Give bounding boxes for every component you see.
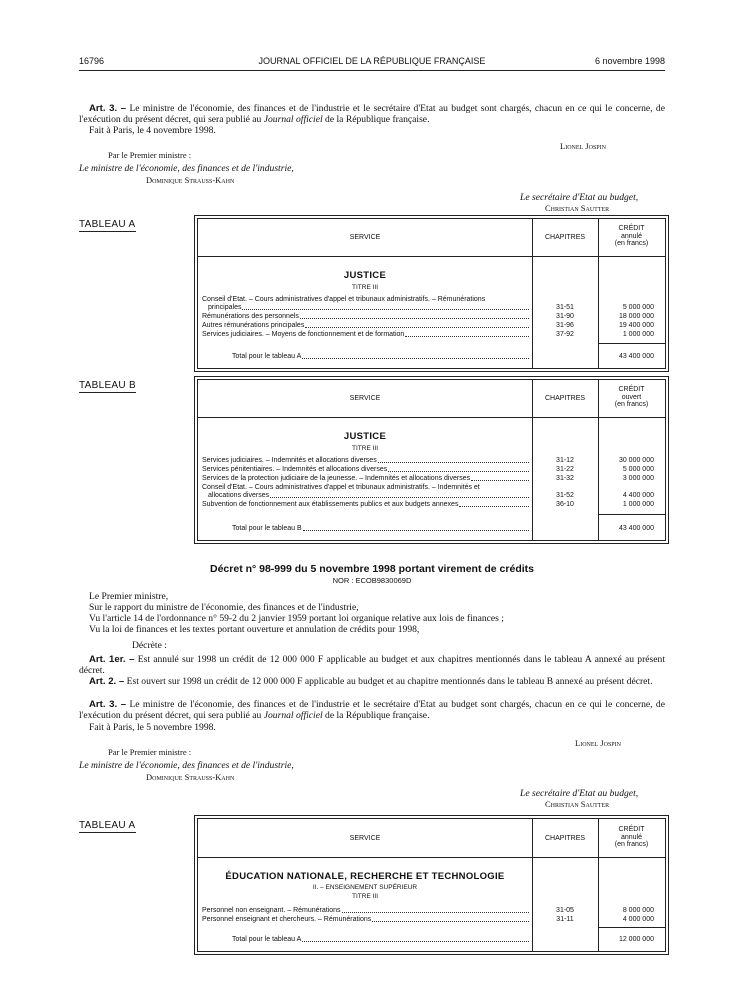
col-credit-header: CRÉDIT ouvert (en francs) [614, 386, 649, 408]
header-date: 6 novembre 1998 [594, 56, 665, 66]
decree2-by-pm: Par le Premier ministre : [108, 747, 192, 757]
ministry-heading: ÉDUCATION NATIONALE, RECHERCHE ET TECHNOLOGIE [225, 871, 505, 882]
chapter-code: 31-32 [556, 475, 574, 482]
table-row: Services pénitentiaires. – Indemnités et allocations diverses [202, 466, 530, 474]
decree2-done-at: Fait à Paris, le 5 novembre 1998. [89, 722, 216, 733]
chapter-code: 31-05 [556, 907, 574, 914]
decree1-minister-title: Le ministre de l'économie, des finances et de l'industrie, [79, 163, 294, 174]
decree1-article3: Art. 3. – Le ministre de l'économie, des finances et de l'industrie et le secrétaire d'Etat au budget sont chargés, chacun en ce qui le concerne, de l'exécution du présent décret, qui sera publié au Journal officiel de la République française. [79, 103, 665, 125]
col-credit-header: CRÉDIT annulé (en francs) [614, 826, 649, 848]
decree2-article1: Art. 1er. – Est annulé sur 1998 un crédit de 12 000 000 F applicable au budget et aux chapitres mentionnés dans le tableau A annexé au présent décret. [79, 654, 665, 676]
ministry-heading: JUSTICE [343, 431, 387, 442]
col-service-header: SERVICE [349, 234, 381, 241]
table-a1-label: TABLEAU A [79, 219, 136, 230]
page-header [79, 56, 665, 68]
amount: 4 000 000 [622, 916, 654, 923]
decree2-article3: Art. 3. – Le ministre de l'économie, des finances et de l'industrie et le secrétaire d'Etat au budget sont chargés, chacun en ce qui le concerne, de l'exécution du présent décret, qui sera publié au Journal officiel de la République française. [79, 699, 665, 721]
col-chapitres-header: CHAPITRES [544, 835, 586, 842]
table-row: Personnel non enseignant. – Rémunérations [202, 907, 530, 915]
decree2-p3: Vu l'article 14 de l'ordonnance n° 59-2 du 2 janvier 1959 portant loi organique relative aux lois de finances ; [89, 613, 504, 624]
chapter-code: 31-52 [556, 492, 574, 499]
amount: 8 000 000 [622, 907, 654, 914]
table-row: Conseil d'Etat. – Cours administratives d'appel et tribunaux administratifs. – Rémunérations principales [202, 296, 530, 312]
chapter-code: 31-11 [556, 916, 574, 923]
titre-heading: TITRE III [352, 445, 378, 452]
decree2-secretary-name: Christian Sautter [545, 799, 610, 809]
table-row: Services judiciaires. – Moyens de fonctionnement et de formation [202, 331, 530, 339]
table-b-label: TABLEAU B [79, 380, 136, 391]
amount: 1 000 000 [622, 501, 654, 508]
decree1-done-at: Fait à Paris, le 4 novembre 1998. [89, 125, 216, 136]
table-a1 [197, 218, 666, 369]
decree2-title: Décret n° 98-999 du 5 novembre 1998 portant virement de crédits [210, 563, 534, 575]
col-chapitres-header: CHAPITRES [544, 234, 586, 241]
total-row: Total pour le tableau A [232, 936, 530, 944]
amount: 30 000 000 [618, 457, 654, 464]
chapter-code: 31-12 [556, 457, 574, 464]
decree2-nor: NOR : ECOB9830069D [332, 576, 412, 585]
col-credit-header: CRÉDIT annulé (en francs) [614, 225, 649, 247]
decree2-article2: Art. 2. – Est ouvert sur 1998 un crédit de 12 000 000 F applicable au budget et au chapitre mentionnés dans le tableau B annexé au présent décret. [89, 676, 653, 687]
total-amount: 43 400 000 [618, 525, 654, 532]
chapter-code: 36-10 [556, 501, 574, 508]
decree2-p1: Le Premier ministre, [89, 591, 169, 602]
decree2-minister-title: Le ministre de l'économie, des finances et de l'industrie, [79, 760, 294, 771]
amount: 3 000 000 [622, 475, 654, 482]
decree1-secretary-title: Le secrétaire d'Etat au budget, [520, 192, 639, 203]
table-row: Services judiciaires. – Indemnités et allocations diverses [202, 457, 530, 465]
table-row: Subvention de fonctionnement aux établissements publics et aux budgets annexes [202, 501, 530, 509]
chapter-code: 31-96 [556, 322, 574, 329]
table-row: Conseil d'Etat. – Cours administratives d'appel et tribunaux administratifs. – Indemnités et allocations diverses [202, 484, 530, 500]
amount: 1 000 000 [622, 331, 654, 338]
table-row: Services de la protection judiciaire de la jeunesse. – Indemnités et allocations diverses [202, 475, 530, 483]
total-amount: 12 000 000 [618, 936, 654, 943]
journal-title: JOURNAL OFFICIEL DE LA RÉPUBLIQUE FRANÇAISE [258, 56, 486, 66]
header-rule [79, 70, 665, 71]
amount: 5 000 000 [622, 304, 654, 311]
chapter-code: 31-51 [556, 304, 574, 311]
col-chapitres-header: CHAPITRES [544, 395, 586, 402]
amount: 5 000 000 [622, 466, 654, 473]
decree1-by-pm: Par le Premier ministre : [108, 150, 192, 160]
table-row: Rémunérations des personnels [202, 313, 530, 321]
col-service-header: SERVICE [349, 835, 381, 842]
decree1-signatory: Lionel Jospin [560, 141, 606, 151]
decree2-p2: Sur le rapport du ministre de l'économie, des finances et de l'industrie, [89, 602, 359, 613]
total-amount: 43 400 000 [618, 353, 654, 360]
titre-heading: TITRE III [352, 893, 378, 900]
subsection-heading: II. – ENSEIGNEMENT SUPÉRIEUR [312, 884, 418, 891]
decree2-p4: Vu la loi de finances et les textes portant ouverture et annulation de crédits pour 1998, [89, 624, 420, 635]
total-row: Total pour le tableau B [232, 525, 530, 533]
decree1-minister-name: Dominique Strauss-Kahn [146, 175, 235, 185]
table-row: Autres rémunérations principales [202, 322, 530, 330]
titre-heading: TITRE III [352, 284, 378, 291]
decree2-decrete: Décrète : [132, 640, 167, 651]
amount: 19 400 000 [618, 322, 654, 329]
col-service-header: SERVICE [349, 395, 381, 402]
decree1-secretary-name: Christian Sautter [545, 203, 610, 213]
page-number: 16796 [79, 56, 105, 66]
table-row: Personnel enseignant et chercheurs. – Rémunérations [202, 916, 530, 924]
ministry-heading: JUSTICE [343, 270, 387, 281]
chapter-code: 37-92 [556, 331, 574, 338]
chapter-code: 31-90 [556, 313, 574, 320]
table-b [197, 379, 666, 541]
table-a2 [197, 818, 666, 952]
decree2-signatory: Lionel Jospin [575, 738, 621, 748]
decree2-secretary-title: Le secrétaire d'Etat au budget, [520, 788, 639, 799]
table-a2-label: TABLEAU A [79, 820, 136, 831]
amount: 18 000 000 [618, 313, 654, 320]
total-row: Total pour le tableau A [232, 353, 530, 361]
decree2-minister-name: Dominique Strauss-Kahn [146, 772, 235, 782]
chapter-code: 31-22 [556, 466, 574, 473]
amount: 4 400 000 [622, 492, 654, 499]
